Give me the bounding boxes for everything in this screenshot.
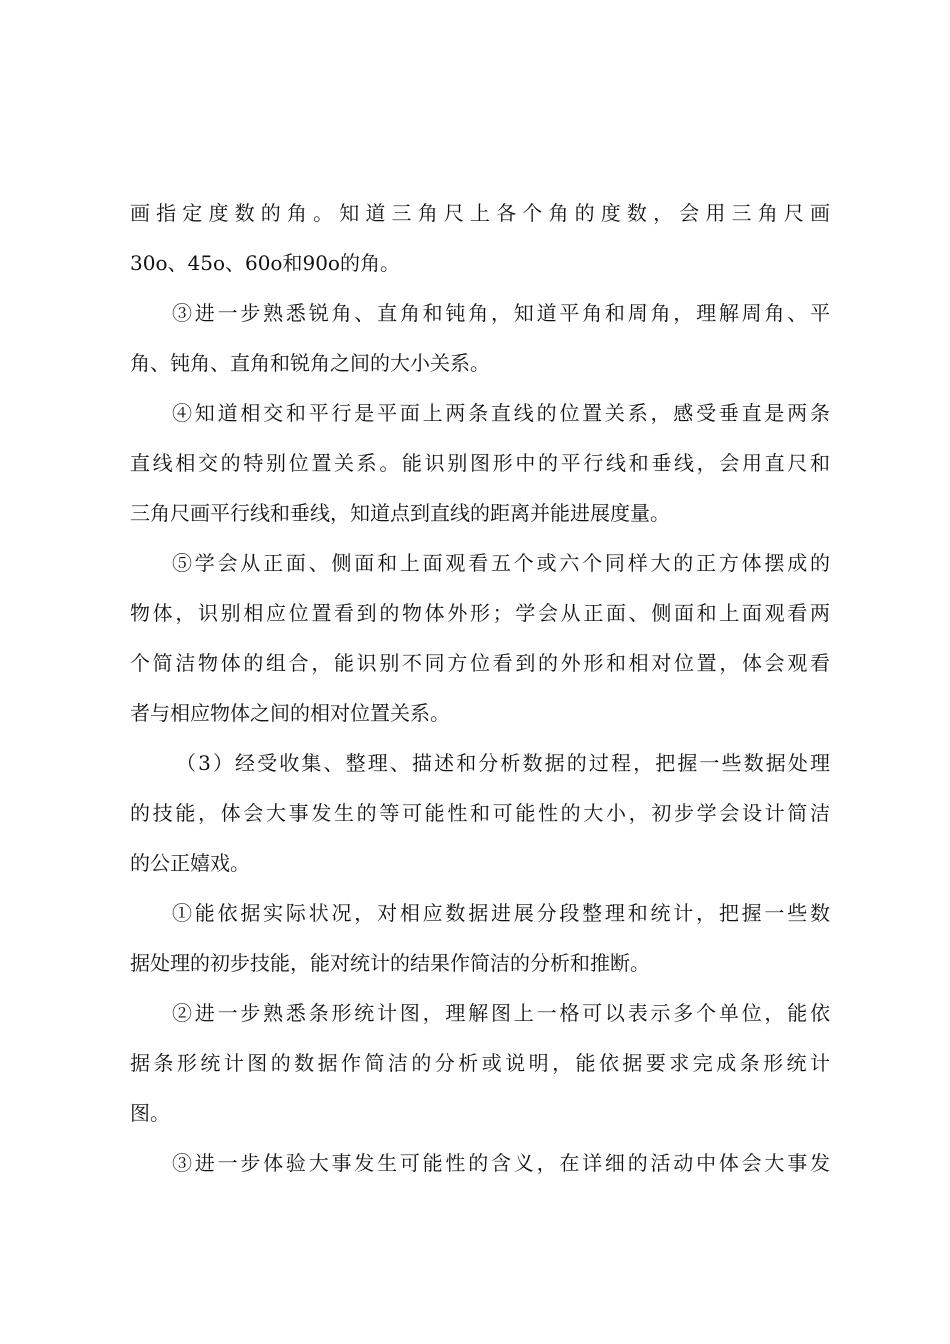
paragraph-start-line: ③进一步熟悉锐角、直角和钝角，知道平角和周角，理解周角、平 (172, 301, 830, 325)
paragraph-start-line: ①能依据实际状况，对相应数据进展分段整理和统计，把握一些数 (172, 901, 830, 925)
text-line: 画指定度数的角。知道三角尺上各个角的度数，会用三角尺画 (130, 201, 830, 225)
text-line: 个简洁物体的组合，能识别不同方位看到的外形和相对位置，体会观看 (130, 651, 830, 675)
text-line: 角、钝角、直角和锐角之间的大小关系。 (130, 351, 490, 375)
text-line: 物体，识别相应位置看到的物体外形；学会从正面、侧面和上面观看两 (130, 601, 830, 625)
text-line: 三角尺画平行线和垂线，知道点到直线的距离并能进展度量。 (130, 501, 670, 525)
paragraph-start-line: ③进一步体验大事发生可能性的含义，在详细的活动中体会大事发 (172, 1151, 830, 1175)
paragraph-start-line: ④知道相交和平行是平面上两条直线的位置关系，感受垂直是两条 (172, 401, 830, 425)
text-line: 直线相交的特别位置关系。能识别图形中的平行线和垂线，会用直尺和 (130, 451, 830, 475)
text-line: 30o、45o、60o和90o的角。 (130, 251, 400, 275)
text-line: 的技能，体会大事发生的等可能性和可能性的大小，初步学会设计简洁 (130, 801, 830, 825)
paragraph-start-line: ⑤学会从正面、侧面和上面观看五个或六个同样大的正方体摆成的 (172, 551, 830, 575)
text-line: 据条形统计图的数据作简洁的分析或说明，能依据要求完成条形统计 (130, 1051, 830, 1075)
paragraph-start-line: ②进一步熟悉条形统计图，理解图上一格可以表示多个单位，能依 (172, 1001, 830, 1025)
text-line: 图。 (130, 1101, 170, 1125)
text-line: 者与相应物体之间的相对位置关系。 (130, 701, 450, 725)
section-heading-line: （3）经受收集、整理、描述和分析数据的过程，把握一些数据处理 (176, 751, 830, 775)
text-line: 据处理的初步技能，能对统计的结果作简洁的分析和推断。 (130, 951, 650, 975)
document-body (130, 188, 830, 1188)
text-line: 的公正嬉戏。 (130, 851, 250, 875)
